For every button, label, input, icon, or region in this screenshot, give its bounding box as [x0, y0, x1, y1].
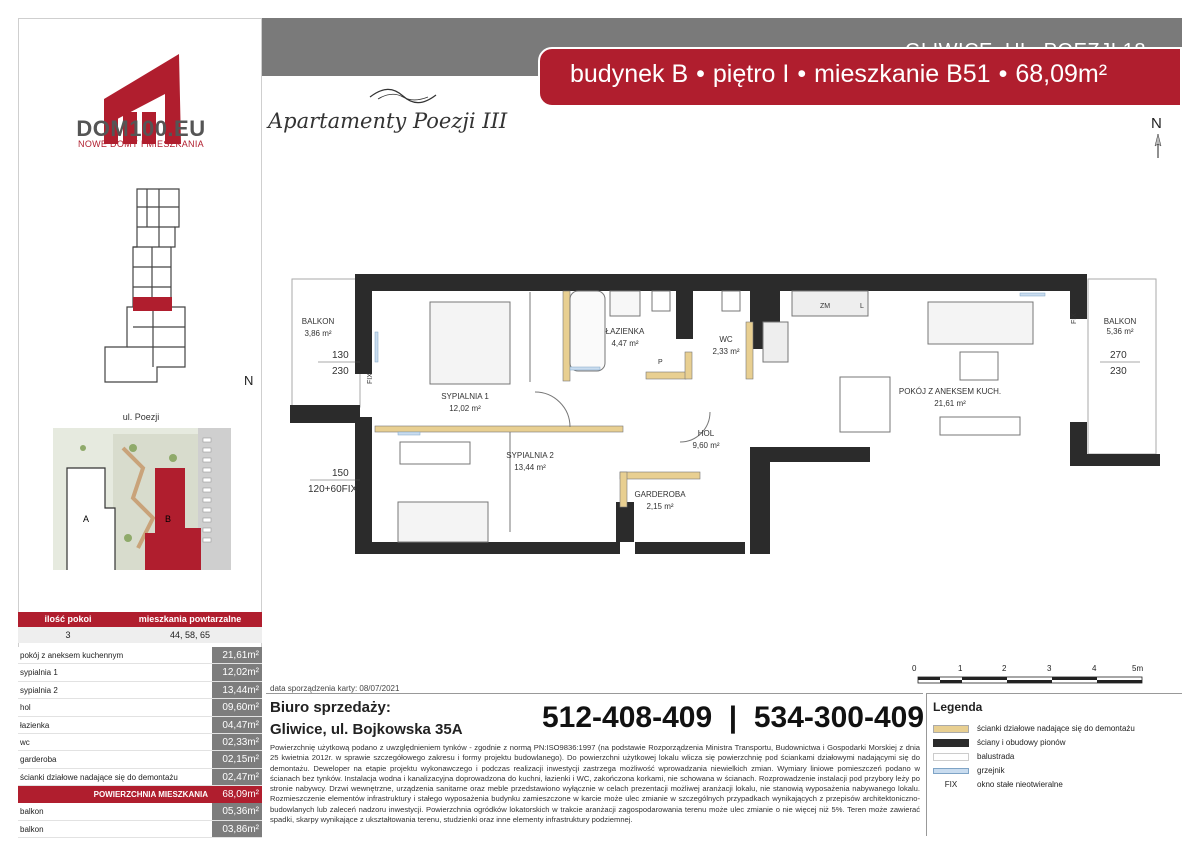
furniture — [398, 291, 1033, 542]
site-building-b-label: B — [165, 514, 172, 524]
table-row — [18, 682, 262, 699]
project-name: Apartamenty Poezji III — [268, 109, 508, 133]
phone-numbers[interactable]: 512-408-409 | 534-300-409 — [542, 701, 925, 734]
room-area: 02,33m² — [212, 734, 262, 750]
table-row — [18, 647, 262, 664]
apartment-label: mieszkanie B51 — [814, 60, 991, 88]
ornament-icon — [368, 85, 438, 107]
summary-values — [18, 627, 262, 643]
total-area-label: POWIERZCHNIA MIESZKANIA — [18, 786, 212, 803]
window-width: 150 — [332, 468, 349, 479]
card-date: data sporządzenia karty: 08/07/2021 — [270, 684, 400, 693]
room-label: GARDEROBA — [634, 490, 686, 499]
building-key-plan — [97, 187, 207, 387]
north-label-small: N — [244, 373, 254, 388]
legal-note: Powierzchnię użytkową podano z uwzględnieniem tynków - zgodnie z normą PN:ISO9836:1997 (na podstawie Rozporządzenia Ministra Transportu, Budownictwa i Gospodarki Morskiej z dnia 25 kwietnia 2012r. w sprawie szczegółowego zakresu i formy projektu budowlanego). Do powierzchni użytkowej lokalu wlicza się powierzchnię pod ściankami działowymi nadającymi się do demontażu. Deweloper na etapie projektu wykonawczego i podczas realizacji inwestycji zastrzega możliwość wprowadzania niewielkich zmian. Wymiary liniowe pomieszczeń podano w ścianach bez tynków. Instalacja wodna i kanalizacyjna doprowadzona do kuchni, łazienki i WC, zakończona korkami, nie schowana w ścianach. Rozprowadzenie instalacji pod przybory leży po stronie nabywcy. Drzwi wewnętrzne, urządzenia sanitarne oraz meble przedstawiono wyłącznie w celach prezentacji możliwej aranżacji lokalu, nie stanowią wyposażenia nabywanego lokalu. Rozmieszczenie elementów infrastruktury i stałego wyposażenia budynku zamieszczone w karcie może ulec zmianie w szczególnych przypadkach wynikających z przepisów architektoniczno-budowlanych lub zaleceń nadzoru inwestycji. Powierzchnia ogródków lokatorskich w trakcie aranżacji zagospodarowania terenu może ulec zmianie o nie więcej niż 5%. Teren może zawierać spadki, skarpy wynikające z ukształtowania terenu, studzienki oraz inne elementy infrastruktury podziemnej. — [270, 743, 920, 825]
repeat-apartments-value: 44, 58, 65 — [169, 630, 211, 640]
legend-item — [933, 778, 1183, 792]
separator: • — [696, 60, 705, 88]
room-label: BALKON — [1103, 317, 1137, 326]
partition-swatch — [933, 725, 969, 733]
room-area: 02,47m² — [212, 769, 262, 785]
summary-header — [18, 612, 262, 627]
scale-label: 2 — [1002, 664, 1007, 673]
room-name: ścianki działowe nadające się do demontażu — [18, 769, 212, 785]
table-row — [18, 769, 262, 786]
balcony-area: 05,36m² — [212, 803, 262, 819]
room-label: POKÓJ Z ANEKSEM KUCH. — [898, 387, 1002, 396]
balcony-left-outline — [292, 279, 360, 407]
scale-label: 5m — [1132, 664, 1144, 673]
room-area-label: 2,15 m² — [646, 502, 674, 511]
balcony-name: balkon — [18, 803, 212, 819]
legend — [926, 693, 1182, 836]
table-row — [18, 664, 262, 681]
building-label: budynek B — [570, 60, 689, 88]
wall-swatch — [933, 739, 969, 747]
room-label: WC — [719, 335, 733, 344]
repeat-apartments-header: mieszkania powtarzalne — [138, 614, 242, 624]
apartment-badge — [538, 47, 1182, 107]
legend-item — [933, 722, 1183, 736]
table-row — [18, 821, 262, 838]
balcony-area: 03,86m² — [212, 821, 262, 837]
separator: • — [998, 60, 1008, 88]
balcony-name: balkon — [18, 821, 212, 837]
legend-item — [933, 764, 1183, 778]
room-name: sypialnia 1 — [18, 664, 212, 680]
railing-swatch — [933, 753, 969, 761]
room-area-label: 21,61 m² — [934, 399, 966, 408]
scale-label: 4 — [1092, 664, 1097, 673]
scale-bar — [910, 663, 1150, 687]
room-label: BALKON — [301, 317, 335, 326]
fix-window-label: FIX — [1071, 313, 1078, 324]
floor-label: piętro I — [712, 60, 790, 88]
brand-name: DOM100.EU — [76, 116, 206, 141]
room-area: 04,47m² — [212, 717, 262, 733]
table-row — [18, 717, 262, 734]
north-arrow-icon — [1146, 112, 1170, 160]
total-area-row — [18, 786, 262, 803]
legend-label: grzejnik — [977, 766, 1005, 775]
room-name: garderoba — [18, 751, 212, 767]
site-plan — [53, 428, 231, 570]
legend-label: balustrada — [977, 752, 1015, 761]
room-area-label: 2,33 m² — [712, 347, 740, 356]
total-area-value: 68,09m² — [212, 786, 262, 803]
table-row — [18, 803, 262, 820]
legend-label: ściany i obudowy pionów — [977, 738, 1066, 747]
room-area-label: 5,36 m² — [1106, 327, 1134, 336]
room-label: HOL — [697, 429, 715, 438]
window-width: 270 — [1110, 350, 1127, 361]
room-name: łazienka — [18, 717, 212, 733]
fix-swatch: FIX — [944, 780, 958, 789]
room-area: 09,60m² — [212, 699, 262, 715]
room-area: 02,15m² — [212, 751, 262, 767]
legend-title: Legenda — [933, 700, 983, 714]
sales-office-address: Gliwice, ul. Bojkowska 35A — [270, 721, 463, 738]
room-name: sypialnia 2 — [18, 682, 212, 698]
separator: • — [797, 60, 807, 88]
room-label: SYPIALNIA 1 — [441, 392, 489, 401]
legend-label: okno stałe nieotwieralne — [977, 780, 1063, 789]
project-logo — [268, 85, 533, 141]
rooms-count-value: 3 — [65, 630, 71, 640]
room-label: ŁAZIENKA — [605, 327, 645, 336]
room-area: 13,44m² — [212, 682, 262, 698]
room-label: SYPIALNIA 2 — [506, 451, 554, 460]
floor-plan — [280, 262, 1180, 562]
room-name: pokój z aneksem kuchennym — [18, 647, 212, 663]
window-height: 230 — [332, 366, 349, 377]
table-row — [18, 734, 262, 751]
radiator-swatch — [933, 768, 969, 774]
room-area-label: 3,86 m² — [304, 329, 332, 338]
room-area-label: 9,60 m² — [692, 441, 720, 450]
scale-label: 3 — [1047, 664, 1052, 673]
window-height: 230 — [1110, 366, 1127, 377]
room-area-label: 4,47 m² — [611, 339, 639, 348]
apartment-summary-table — [18, 612, 262, 838]
rooms-count-header: ilość pokoi — [44, 614, 92, 624]
brand-tagline: NOWE DOMY I MIESZKANIA — [78, 139, 204, 149]
room-name: wc — [18, 734, 212, 750]
fridge-label: L — [860, 303, 864, 310]
room-area-label: 13,44 m² — [514, 463, 546, 472]
divider — [266, 693, 923, 694]
room-area: 12,02m² — [212, 664, 262, 680]
table-row — [18, 751, 262, 768]
legend-label: ścianki działowe nadające się do demontażu — [977, 724, 1135, 733]
sales-office-label: Biuro sprzedaży: — [270, 699, 391, 716]
fix-window-label: FIX — [367, 373, 374, 384]
north-label: N — [1151, 115, 1162, 132]
legend-item — [933, 750, 1183, 764]
utility-label: P — [658, 359, 663, 366]
site-building-a-label: A — [83, 514, 90, 524]
room-name: hol — [18, 699, 212, 715]
room-area: 21,61m² — [212, 647, 262, 663]
street-label: ul. Poezji — [122, 412, 160, 422]
table-row — [18, 699, 262, 716]
legend-item — [933, 736, 1183, 750]
washing-machine-label: ZM — [820, 303, 831, 310]
north-arrow-small — [244, 373, 253, 388]
scale-label: 0 — [912, 664, 917, 673]
window-width: 130 — [332, 350, 349, 361]
room-area-label: 12,02 m² — [449, 404, 481, 413]
apartment-area: 68,09m² — [1015, 60, 1108, 88]
window-height: 120+60FIX — [308, 484, 358, 495]
scale-label: 1 — [958, 664, 963, 673]
